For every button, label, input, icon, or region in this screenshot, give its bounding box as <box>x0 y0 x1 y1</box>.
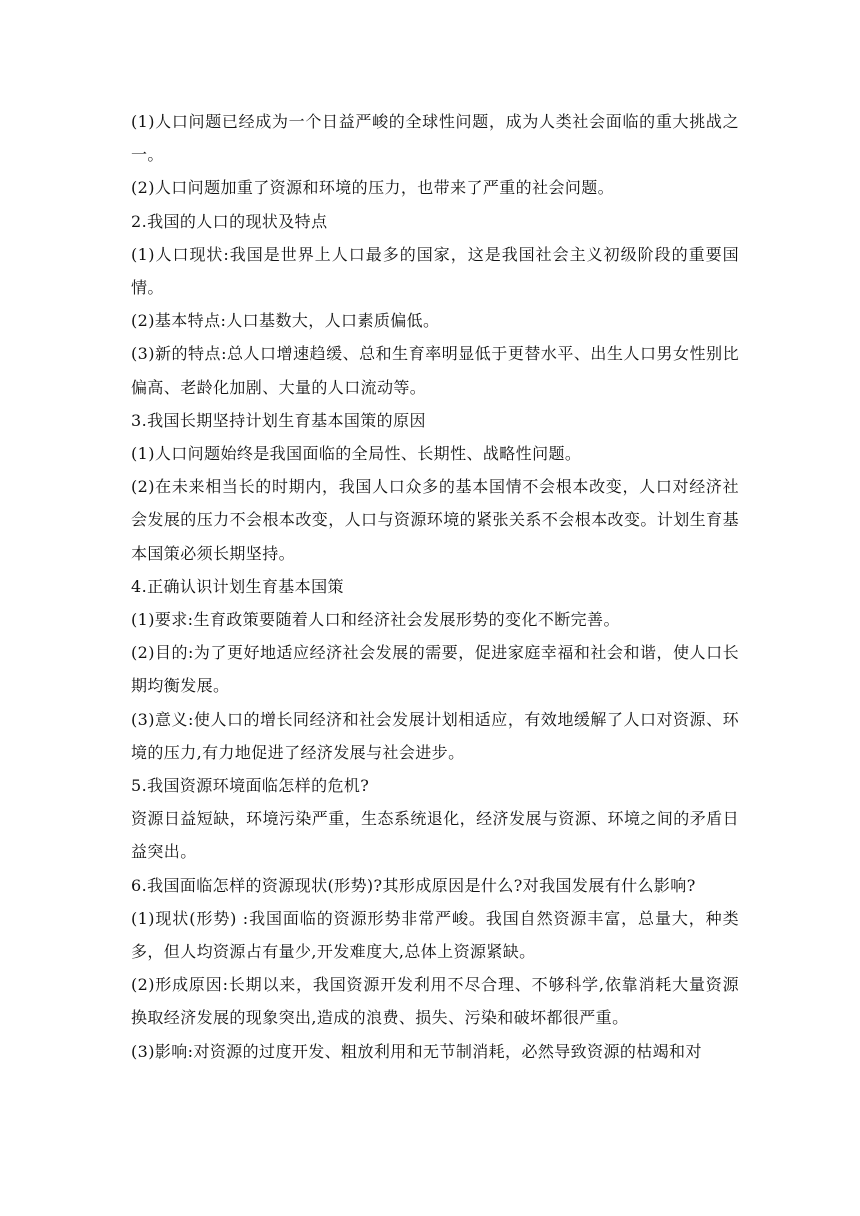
document-body <box>131 105 739 1068</box>
paragraph: (1)人口现状:我国是世界上人口最多的国家，这是我国社会主义初级阶段的重要国情。 <box>131 244 739 298</box>
paragraph: (1)现状(形势) :我国面临的资源形势非常严峻。我国自然资源丰富，总量大，种类多，但人均资源占有量少,开发难度大,总体上资源紧缺。 <box>131 908 739 962</box>
paragraph: (1)人口问题已经成为一个日益严峻的全球性问题，成为人类社会面临的重大挑战之一。 <box>131 112 739 165</box>
section-heading: 4.正确认识计划生育基本国策 <box>131 576 344 596</box>
section-heading: 5.我国资源环境面临怎样的危机? <box>131 776 370 796</box>
paragraph: (2)基本特点:人口基数大，人口素质偏低。 <box>131 311 440 331</box>
paragraph: (2)人口问题加重了资源和环境的压力，也带来了严重的社会问题。 <box>131 178 615 198</box>
paragraph: (3)意义:使人口的增长同经济和社会发展计划相适应，有效地缓解了人口对资源、环境的压力,有力地促进了经济发展与社会进步。 <box>131 709 739 762</box>
paragraph: (3)新的特点:总人口增速趋缓、总和生育率明显低于更替水平、出生人口男女性别比偏高、老龄化加剧、大量的人口流动等。 <box>131 344 739 397</box>
paragraph: (2)目的:为了更好地适应经济社会发展的需要，促进家庭幸福和社会和谐，使人口长期均衡发展。 <box>131 643 739 696</box>
paragraph: (1)要求:生育政策要随着人口和经济社会发展形势的变化不断完善。 <box>131 610 620 630</box>
section-heading: 2.我国的人口的现状及特点 <box>131 211 328 231</box>
paragraph: (2)形成原因:长期以来，我国资源开发利用不尽合理、不够科学,依靠消耗大量资源换取经济发展的现象突出,造成的浪费、损失、污染和破坏都很严重。 <box>131 975 739 1028</box>
section-heading: 6.我国面临怎样的资源现状(形势)?其形成原因是什么?对我国发展有什么影响? <box>131 875 696 895</box>
paragraph: 资源日益短缺，环境污染严重，生态系统退化，经济发展与资源、环境之间的矛盾日益突出。 <box>131 809 739 862</box>
paragraph: (3)影响:对资源的过度开发、粗放利用和无节制消耗，必然导致资源的枯竭和对 <box>131 1041 702 1061</box>
section-heading: 3.我国长期坚持计划生育基本国策的原因 <box>131 410 426 430</box>
paragraph: (1)人口问题始终是我国面临的全局性、长期性、战略性问题。 <box>131 444 582 464</box>
paragraph: (2)在未来相当长的时期内，我国人口众多的基本国情不会根本改变，人口对经济社会发展的压力不会根本改变，人口与资源环境的紧张关系不会根本改变。计划生育基本国策必须长期坚持。 <box>131 477 739 563</box>
